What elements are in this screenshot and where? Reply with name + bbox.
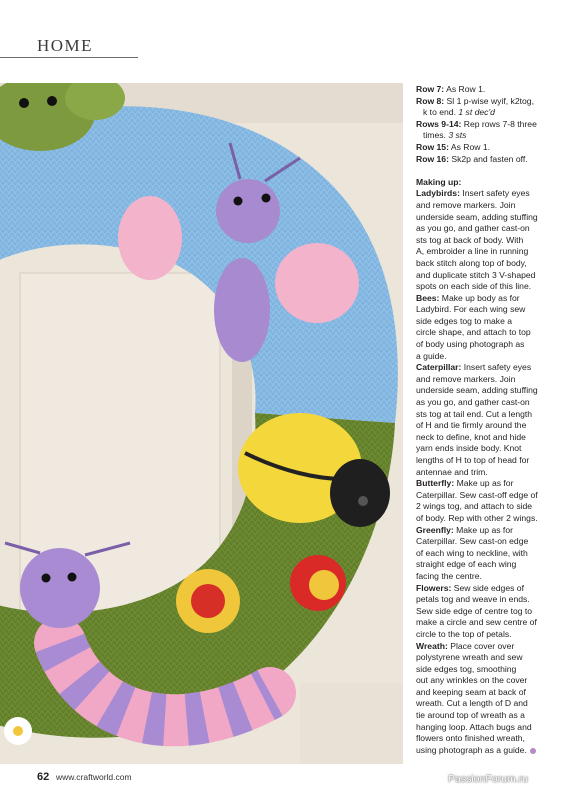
making-up-line — [416, 583, 552, 595]
making-up-text: Make up as for — [453, 524, 513, 535]
making-up-section — [416, 188, 552, 756]
making-up-text: using photograph as a guide. — [416, 744, 527, 755]
making-up-text: neck to define, knot and hide — [416, 431, 526, 442]
making-up-line — [416, 281, 552, 293]
row-8-cont: k to end. 1 st dec'd — [423, 107, 495, 118]
making-up-label: Caterpillar: — [416, 362, 462, 373]
making-up-text: Make up body as for — [439, 292, 520, 303]
row-16: Row 16: Sk2p and fasten off. — [416, 153, 528, 164]
making-up-line — [416, 641, 552, 653]
making-up-line — [416, 188, 552, 200]
making-up-text: make a circle and sew centre of — [416, 617, 537, 628]
making-up-text: out any wrinkles on the cover — [416, 675, 528, 686]
making-up-text: Ladybird. For each wing sew — [416, 304, 526, 315]
making-up-heading: Making up: — [416, 176, 462, 187]
making-up-text: facing the centre. — [416, 570, 482, 581]
making-up-label: Wreath: — [416, 640, 448, 651]
making-up-text: straight edge of each wing — [416, 559, 517, 570]
making-up-text: of H and tie firmly around the — [416, 420, 527, 431]
making-up-text: flowers onto finished wreath, — [416, 733, 525, 744]
watermark: PassionForum.ru — [448, 773, 528, 785]
making-up-line — [416, 490, 552, 502]
making-up-line — [416, 385, 552, 397]
making-up-line — [416, 200, 552, 212]
making-up-text: Caterpillar. Sew cast-off edge of — [416, 489, 538, 500]
making-up-line — [416, 235, 552, 247]
making-up-text: wreath. Cut a length of D and — [416, 698, 528, 709]
making-up-line — [416, 304, 552, 316]
making-up-text: spots on each side of this line. — [416, 281, 532, 292]
making-up-text: hanging loop. Attach bugs and — [416, 721, 532, 732]
making-up-text: and duplicate stitch 3 V-shaped — [416, 269, 536, 280]
making-up-line — [416, 652, 552, 664]
making-up-label: Greenfly: — [416, 524, 454, 535]
making-up-text: petals tog and weave in ends. — [416, 594, 530, 605]
making-up-text: Sew side edges of — [451, 582, 524, 593]
making-up-text: Place cover over — [447, 640, 515, 651]
making-up-line — [416, 594, 552, 606]
making-up-line — [416, 339, 552, 351]
making-up-line — [416, 258, 552, 270]
making-up-line — [416, 316, 552, 328]
making-up-text: of body. Rep with other 2 wings. — [416, 512, 538, 523]
making-up-line — [416, 571, 552, 583]
making-up-text: sts tog at back of body. With — [416, 234, 524, 245]
making-up-line — [416, 443, 552, 455]
making-up-line — [416, 501, 552, 513]
making-up-line — [416, 467, 552, 479]
row-8: Row 8: Sl 1 p-wise wyif, k2tog, — [416, 95, 534, 106]
making-up-line — [416, 698, 552, 710]
making-up-text: yarn ends inside body. Knot — [416, 443, 522, 454]
making-up-line — [416, 420, 552, 432]
making-up-line — [416, 362, 552, 374]
making-up-line — [416, 733, 552, 745]
making-up-line — [416, 374, 552, 386]
making-up-line — [416, 664, 552, 676]
making-up-label: Ladybirds: — [416, 188, 460, 199]
making-up-text: and keeping seam at back of — [416, 686, 526, 697]
making-up-line — [416, 536, 552, 548]
pattern-column — [416, 84, 552, 756]
making-up-line — [416, 351, 552, 363]
making-up-line — [416, 513, 552, 525]
rows-9-14-cont: times. 3 sts — [423, 130, 467, 141]
rows-9-14: Rows 9-14: Rep rows 7-8 three — [416, 118, 537, 129]
making-up-text: sts tog at tail end. Cut a length — [416, 408, 533, 419]
making-up-line — [416, 548, 552, 560]
making-up-text: Caterpillar. Sew cast-on edge — [416, 536, 529, 547]
making-up-label: Flowers: — [416, 582, 452, 593]
making-up-text: Sew side edge of centre tog to — [416, 605, 533, 616]
making-up-line — [416, 455, 552, 467]
making-up-line — [416, 710, 552, 722]
wreath-photo — [0, 83, 403, 764]
making-up-text: Insert safety eyes — [461, 362, 532, 373]
making-up-text: lengths of H to top of head for — [416, 455, 530, 465]
making-up-text: circle shape, and attach to top — [416, 327, 531, 338]
making-up-text: back stitch along top of body, — [416, 257, 527, 268]
making-up-line — [416, 745, 552, 757]
making-up-line — [416, 397, 552, 409]
making-up-text: a guide. — [416, 350, 447, 361]
making-up-text: as you go, and gather cast-on — [416, 223, 530, 234]
making-up-text: underside seam, adding stuffing — [416, 385, 538, 396]
making-up-label: Butterfly: — [416, 478, 455, 489]
making-up-text: of each wing to neckline, with — [416, 547, 528, 558]
website-url: www.craftworld.com — [56, 772, 132, 782]
making-up-label: Bees: — [416, 292, 440, 303]
making-up-text: as you go, and gather cast-on — [416, 397, 530, 408]
making-up-line — [416, 687, 552, 699]
making-up-text: antennae and trim. — [416, 466, 488, 477]
making-up-text: 2 wings tog, and attach to side — [416, 501, 533, 512]
making-up-line — [416, 293, 552, 305]
page-number: 62 — [37, 771, 50, 783]
making-up-text: and remove markers. Join — [416, 373, 516, 384]
making-up-line — [416, 675, 552, 687]
making-up-line — [416, 478, 552, 490]
making-up-text: Make up as for — [454, 478, 514, 489]
making-up-text: underside seam, adding stuffing — [416, 211, 538, 222]
row-15: Row 15: As Row 1. — [416, 141, 491, 152]
making-up-text: Insert safety eyes — [459, 188, 530, 199]
making-up-line — [416, 223, 552, 235]
section-title: HOME — [37, 36, 94, 55]
making-up-text: side edges tog, smoothing — [416, 663, 517, 674]
making-up-line — [416, 327, 552, 339]
end-bullet-icon — [530, 748, 536, 754]
making-up-text: of body using photograph as — [416, 339, 525, 350]
making-up-text: and remove markers. Join — [416, 199, 516, 210]
making-up-line — [416, 246, 552, 258]
making-up-line — [416, 409, 552, 421]
making-up-line — [416, 432, 552, 444]
making-up-text: polystyrene wreath and sew — [416, 652, 523, 663]
making-up-text: circle to the top of petals. — [416, 628, 512, 639]
making-up-text: side edges tog to make a — [416, 315, 513, 326]
making-up-line — [416, 722, 552, 734]
making-up-text: A, embroider a line in running — [416, 246, 529, 257]
row-7: Row 7: As Row 1. — [416, 84, 486, 94]
making-up-text: tie around top of wreath as a — [416, 710, 525, 721]
section-divider — [0, 57, 138, 58]
making-up-line — [416, 212, 552, 224]
making-up-line — [416, 629, 552, 641]
making-up-line — [416, 525, 552, 537]
making-up-line — [416, 606, 552, 618]
making-up-line — [416, 270, 552, 282]
making-up-line — [416, 559, 552, 571]
making-up-line — [416, 617, 552, 629]
